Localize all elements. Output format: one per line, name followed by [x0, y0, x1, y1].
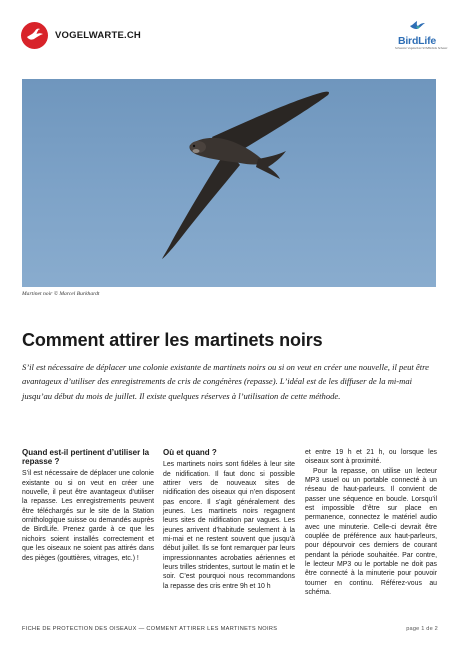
birdlife-bird-icon: [408, 20, 426, 31]
footer-title: FICHE DE PROTECTION DES OISEAUX — COMMENT ATTIRER LES MARTINETS NOIRS: [22, 626, 278, 632]
swift-in-flight-illustration: [22, 79, 436, 287]
intro-paragraph: S’il est nécessaire de déplacer une colonie existante de martinets noirs ou si on veut en créer une nouvelle, il peut être avantageux d’utiliser des enregistrements de cris de congénères (repasse). L’idéal est de les diffuser de la mi-mai jusqu’au début du mois de juillet. Il existe quelques réserves à l’utilisation de cette méthode.: [22, 362, 429, 401]
col3-paragraph-2: Pour la repasse, on utilise un lecteur MP3 usuel ou un portable connecté à un réseau de haut-parleurs. Il convient de passer une séquence en boucle. Lorsqu’il est impossible d’être sur place en permanence, connectez le matériel audio avec une minuterie. Celle-ci devrait être couplée de préférence aux haut-parleurs, pour dépourvoir ces derniers de courant pendant la période souhaitée. Par contre, le lecteur MP3 ou le portable ne doit pas être connecté à la minuterie pour pouvoir tourner en continu. Référez-vous au schéma.: [305, 467, 437, 597]
page-number: page 1 de 2: [406, 626, 438, 632]
section-heading-when: Quand est-il pertinent d’utiliser la repasse ?: [22, 448, 150, 467]
birdlife-subtitle: Schweizer Vogelschutz SVS/BirdLife Schweiz: [395, 47, 448, 50]
page-title: Comment attirer les martinets noirs: [22, 330, 323, 350]
section-heading-where: Où et quand ?: [163, 448, 217, 457]
page-header: [0, 0, 459, 78]
column-when-to-use: [22, 448, 154, 563]
vogelwarte-logo-text: VOGELWARTE.CH: [55, 30, 141, 41]
birdlife-logo[interactable]: [395, 18, 448, 51]
col1-paragraph-1: S’il est nécessaire de déplacer une colonie existante ou si on veut en créer une nouvelle, il peut être avantageux d’utiliser la repasse. Les enregistrements peuvent être téléchargés sur le site de la Station ornithologique suisse ou demandés auprès de BirdLife. Prenez garde à ce que les nichoirs soient installés correctement et que les oiseaux ne soient pas attirés dans des pièges (gouttières, vitrages, etc.) !: [22, 470, 154, 562]
vogelwarte-logo[interactable]: [21, 22, 141, 49]
col2-paragraph-1: Les martinets noirs sont fidèles à leur site de nidification. Il faut donc si possible attirer vers de nouveaux sites de nidification des oiseaux qui n’en disposent pas encore. Il s’agit généralement des jeunes. Les martinets noirs regagnent leurs sites de nidification par vagues. Les jeunes arrivent d’habitude seulement à la mi-mai et ne restent souvent que jusqu’à début juillet. Ils se font remarquer par leurs impressionnantes acrobaties aériennes et leurs trilles stridentes, surtout le matin et le soir. C’est pourquoi nous recommandons la repasse des cris entre 9h et 10 h: [163, 461, 295, 590]
birdlife-wordmark: BirdLife: [397, 35, 437, 47]
page-footer: [22, 626, 438, 636]
column-where-and-when: [163, 448, 295, 591]
col3-paragraph-1: et entre 19 h et 21 h, ou lorsque les oiseaux sont à proximité.: [305, 449, 437, 466]
photo-caption: Martinet noir © Marcel Burkhardt: [22, 291, 100, 297]
vogelwarte-bird-icon: [21, 22, 48, 49]
column-continued: [305, 448, 437, 598]
swift-photo: [22, 79, 436, 287]
